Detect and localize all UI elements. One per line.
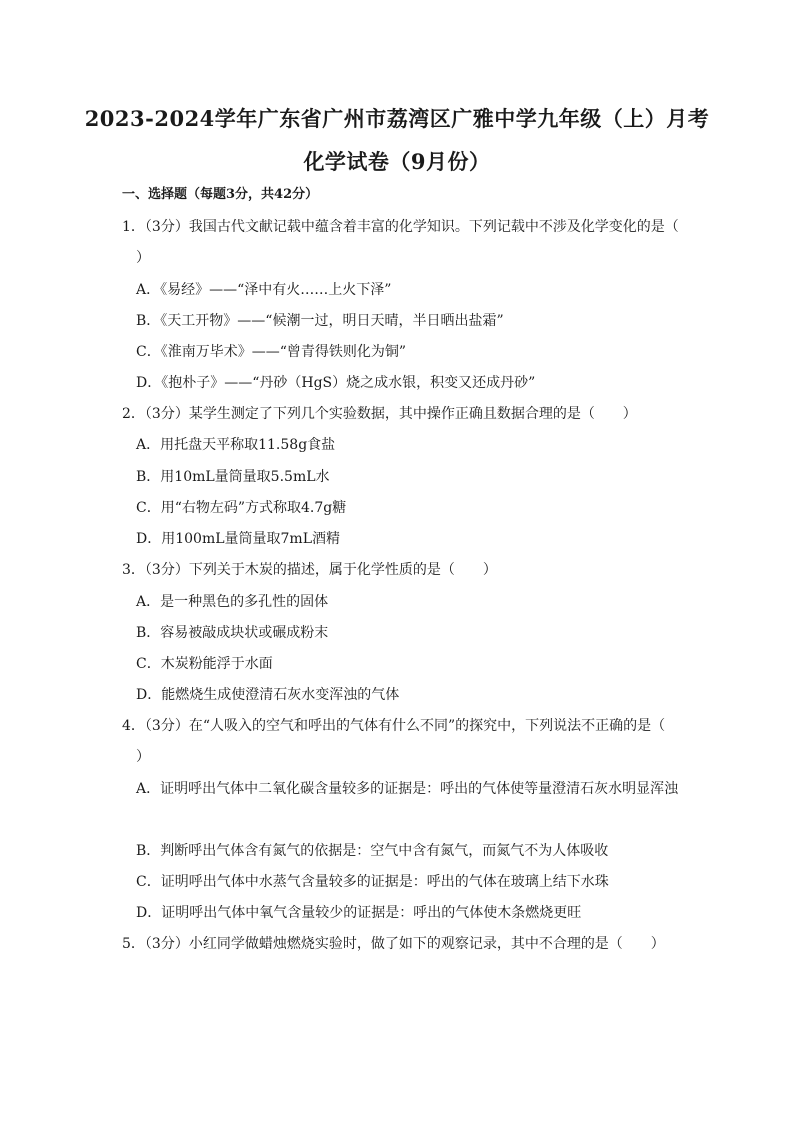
question-2-option-b: B．用10mL量筒量取5.5mL水 bbox=[136, 469, 330, 485]
section-heading: 一、选择题（每题3分，共42分） bbox=[122, 187, 319, 202]
question-1-option-a: A．《易经》——“泽中有火……上火下泽” bbox=[136, 282, 392, 298]
question-2-option-a: A．用托盘天平称取11.58g食盐 bbox=[136, 437, 336, 453]
question-2-option-c: C．用“右物左码”方式称取4.7g糖 bbox=[136, 500, 347, 516]
question-1-stem-cont: ） bbox=[136, 250, 150, 266]
question-2-option-d: D．用100mL量筒量取7mL酒精 bbox=[136, 531, 340, 547]
question-5-stem: 5．（3分）小红同学做蜡烛燃烧实验时，做了如下的观察记录，其中不合理的是（ ） bbox=[122, 936, 665, 952]
question-1-option-d: D．《抱朴子》——“丹砂（HgS）烧之成水银，积变又还成丹砂” bbox=[136, 375, 536, 391]
exam-title-line-2: 化学试卷（9月份） bbox=[303, 149, 491, 174]
question-1-option-c: C．《淮南万毕术》——“曾青得铁则化为铜” bbox=[136, 344, 407, 360]
question-4-stem-cont: ） bbox=[136, 749, 150, 765]
question-3-stem: 3．（3分）下列关于木炭的描述，属于化学性质的是（ ） bbox=[122, 562, 497, 578]
question-2-stem: 2．（3分）某学生测定了下列几个实验数据，其中操作正确且数据合理的是（ ） bbox=[122, 406, 637, 422]
question-3-option-c: C．木炭粉能浮于水面 bbox=[136, 656, 273, 672]
exam-title-line-1: 2023-2024学年广东省广州市荔湾区广雅中学九年级（上）月考 bbox=[84, 106, 710, 131]
question-1-option-b: B．《天工开物》——“候潮一过，明日天晴，半日晒出盐霜” bbox=[136, 313, 504, 329]
question-1-stem: 1．（3分）我国古代文献记载中蕴含着丰富的化学知识。下列记载中不涉及化学变化的是（ bbox=[122, 219, 679, 235]
question-4-option-a: A．证明呼出气体中二氧化碳含量较多的证据是：呼出的气体使等量澄清石灰水明显浑浊 bbox=[136, 781, 679, 797]
question-3-option-d: D．能燃烧生成使澄清石灰水变浑浊的气体 bbox=[136, 687, 400, 703]
question-4-option-d: D．证明呼出气体中氧气含量较少的证据是：呼出的气体使木条燃烧更旺 bbox=[136, 905, 582, 921]
question-3-option-a: A．是一种黑色的多孔性的固体 bbox=[136, 594, 329, 610]
question-3-option-b: B．容易被敲成块状或碾成粉末 bbox=[136, 625, 329, 641]
question-4-stem: 4．（3分）在“人吸入的空气和呼出的气体有什么不同”的探究中，下列说法不正确的是（ bbox=[122, 718, 666, 734]
question-4-option-c: C．证明呼出气体中水蒸气含量较多的证据是：呼出的气体在玻璃上结下水珠 bbox=[136, 874, 609, 890]
question-4-option-b: B．判断呼出气体含有氮气的依据是：空气中含有氮气，而氮气不为人体吸收 bbox=[136, 843, 609, 859]
